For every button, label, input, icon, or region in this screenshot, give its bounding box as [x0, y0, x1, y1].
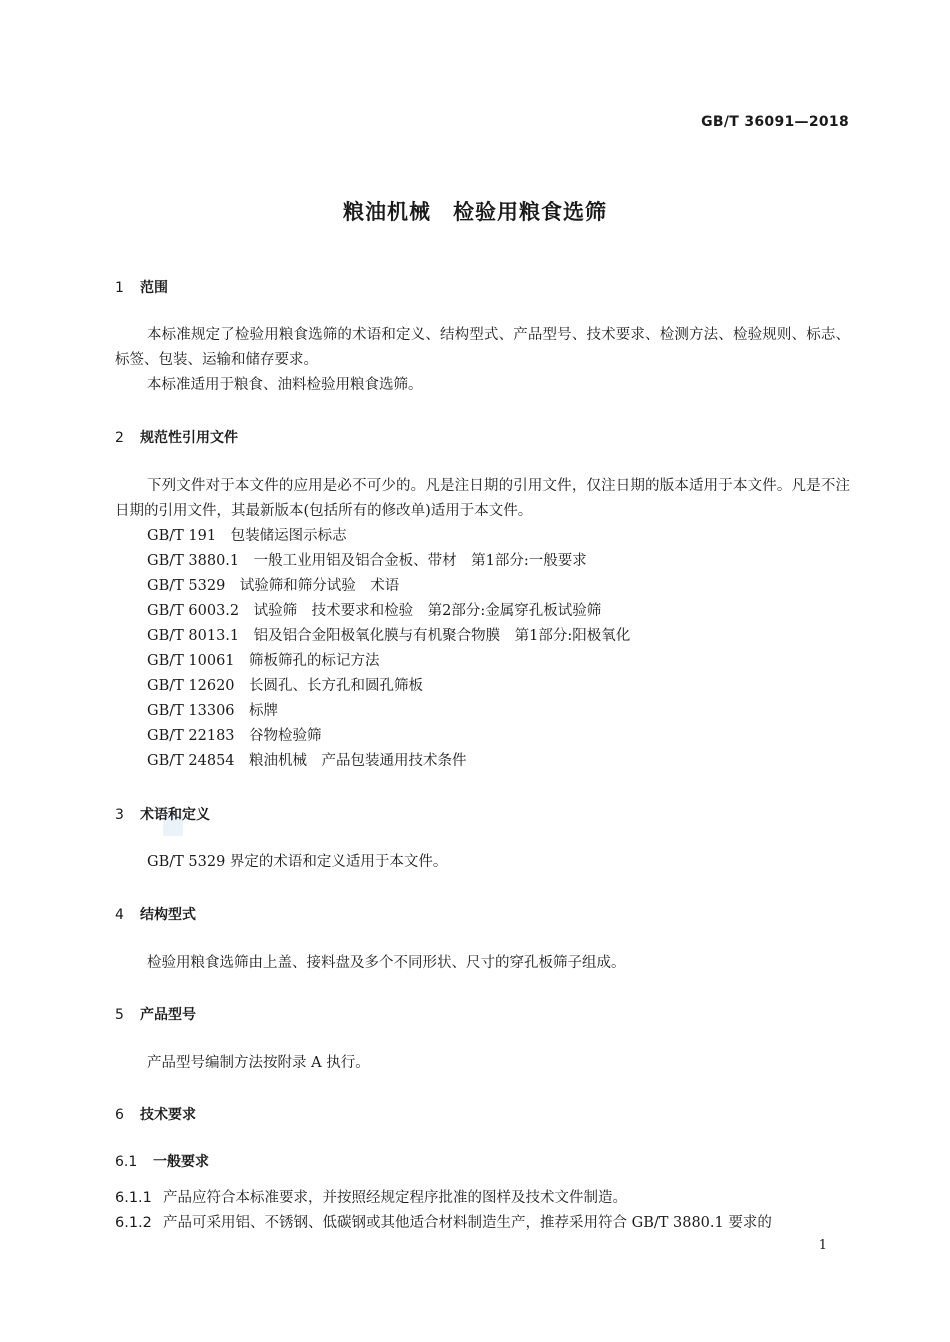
section-3-paragraph: GB/T 5329 界定的术语和定义适用于本文件。 [147, 854, 448, 870]
clause-number: 6.1.1 [115, 1190, 152, 1206]
subsection-number: 6.1 [115, 1154, 138, 1170]
section-number: 5 [115, 1007, 124, 1023]
reference-item: GB/T 5329 试验筛和筛分试验 术语 [147, 578, 400, 594]
reference-item: GB/T 6003.2 试验筛 技术要求和检验 第2部分:金属穿孔板试验筛 [147, 603, 602, 619]
standard-number: GB/T 36091—2018 [701, 114, 849, 130]
reference-item: GB/T 22183 谷物检验筛 [147, 728, 322, 744]
document-title: 粮油机械 检验用粮食选筛 [343, 200, 607, 224]
section-number: 1 [115, 280, 124, 296]
clause-text: 产品应符合本标准要求，并按照经规定程序批准的图样及技术文件制造。 [163, 1190, 627, 1206]
reference-item: GB/T 191 包装储运图示标志 [147, 528, 347, 544]
reference-item: GB/T 10061 筛板筛孔的标记方法 [147, 653, 380, 669]
section-4-paragraph: 检验用粮食选筛由上盖、接料盘及多个不同形状、尺寸的穿孔板筛子组成。 [147, 955, 626, 971]
section-title: 技术要求 [140, 1107, 196, 1123]
subsection-title: 一般要求 [153, 1154, 209, 1170]
clause-text: 产品可采用铝、不锈钢、低碳钢或其他适合材料制造生产，推荐采用符合 GB/T 3880.1 要求的 [163, 1215, 772, 1231]
section-4-heading [115, 904, 196, 924]
section-number: 3 [115, 807, 124, 823]
section-title: 结构型式 [140, 907, 196, 923]
clause-number: 6.1.2 [115, 1215, 152, 1231]
section-number: 4 [115, 907, 124, 923]
clause-6-1-1 [115, 1186, 627, 1207]
section-number: 6 [115, 1107, 124, 1123]
section-2-heading [115, 427, 238, 447]
reference-item: GB/T 3880.1 一般工业用铝及铝合金板、带材 第1部分:一般要求 [147, 553, 587, 569]
section-1-paragraph-1: 本标准规定了检验用粮食选筛的术语和定义、结构型式、产品型号、技术要求、检测方法、检验规则、标志、标签、包装、运输和储存要求。 [115, 327, 850, 368]
section-5-heading [115, 1004, 196, 1024]
reference-item: GB/T 12620 长圆孔、长方孔和圆孔筛板 [147, 678, 424, 694]
page-number: 1 [818, 1238, 827, 1253]
section-5-paragraph: 产品型号编制方法按附录 A 执行。 [147, 1055, 370, 1071]
reference-item: GB/T 24854 粮油机械 产品包装通用技术条件 [147, 753, 467, 769]
reference-item: GB/T 13306 标牌 [147, 703, 279, 719]
clause-6-1-2 [115, 1211, 772, 1232]
section-title: 规范性引用文件 [140, 430, 238, 446]
section-title: 术语和定义 [140, 807, 210, 823]
subsection-6-1-heading [115, 1151, 209, 1171]
section-2-paragraph-1: 下列文件对于本文件的应用是必不可少的。凡是注日期的引用文件，仅注日期的版本适用于本文件。凡是不注日期的引用文件，其最新版本(包括所有的修改单)适用于本文件。 [115, 478, 850, 519]
section-number: 2 [115, 430, 124, 446]
section-title: 范围 [140, 280, 168, 296]
section-6-heading [115, 1104, 196, 1124]
section-title: 产品型号 [140, 1007, 196, 1023]
section-1-paragraph-2: 本标准适用于粮食、油料检验用粮食选筛。 [147, 377, 423, 393]
reference-item: GB/T 8013.1 铝及铝合金阳极氧化膜与有机聚合物膜 第1部分:阳极氧化 [147, 628, 631, 644]
section-1-heading [115, 277, 168, 297]
section-3-heading [115, 804, 210, 824]
